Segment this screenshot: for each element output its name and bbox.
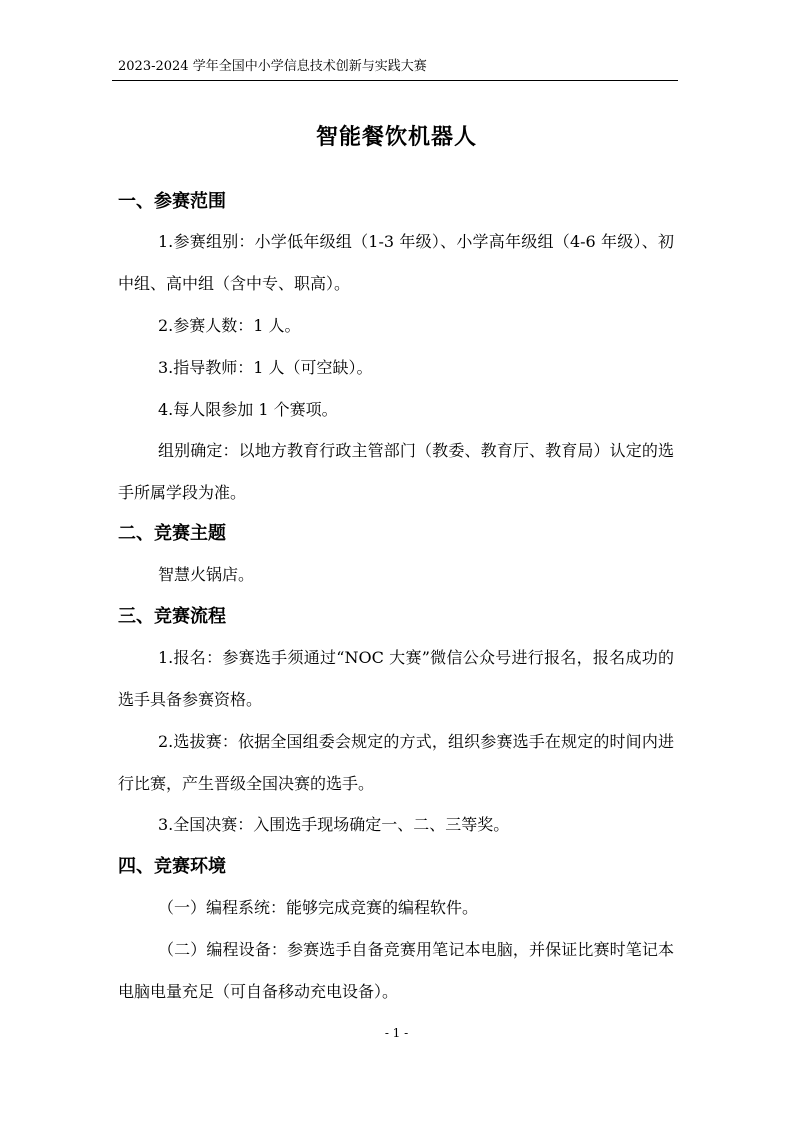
section-heading-environment: 四、竞赛环境 [118,856,226,877]
section-heading-process: 三、竞赛流程 [118,606,226,627]
page-header: 2023-2024 学年全国中小学信息技术创新与实践大赛 [118,59,427,74]
paragraph-group-determination: 组别确定：以地方教育行政主管部门（教委、教育厅、教育局）认定的选手所属学段为准。 [118,441,674,502]
paragraph-entry-limit: 4.每人限参加 1 个赛项。 [158,400,338,419]
paragraph-theme: 智慧火锅店。 [158,565,255,584]
section-heading-participation-scope: 一、参赛范围 [118,191,226,212]
paragraph-programming-system: （一）编程系统：能够完成竞赛的编程软件。 [158,898,479,917]
document-title: 智能餐饮机器人 [315,125,477,150]
paragraph-age-groups: 1.参赛组别：小学低年级组（1-3 年级）、小学高年级组（4-6 年级）、初中组、高中组（含中专、职高）。 [118,232,674,293]
paragraph-selection: 2.选拔赛：依据全国组委会规定的方式，组织参赛选手在规定的时间内进行比赛，产生晋级全国决赛的选手。 [118,732,674,793]
header-rule [112,80,678,81]
page-number: - 1 - [384,1026,409,1040]
section-heading-theme: 二、竞赛主题 [118,523,226,544]
paragraph-registration: 1.报名：参赛选手须通过“NOC 大赛”微信公众号进行报名，报名成功的选手具备参赛资格。 [118,648,674,709]
paragraph-national-final: 3.全国决赛：入围选手现场确定一、二、三等奖。 [158,815,510,834]
paragraph-programming-device: （二）编程设备：参赛选手自备竞赛用笔记本电脑，并保证比赛时笔记本电脑电量充足（可自备移动充电设备）。 [118,940,674,1001]
paragraph-participant-count: 2.参赛人数：1 人。 [158,316,301,335]
paragraph-instructor: 3.指导教师：1 人（可空缺）。 [158,358,373,377]
